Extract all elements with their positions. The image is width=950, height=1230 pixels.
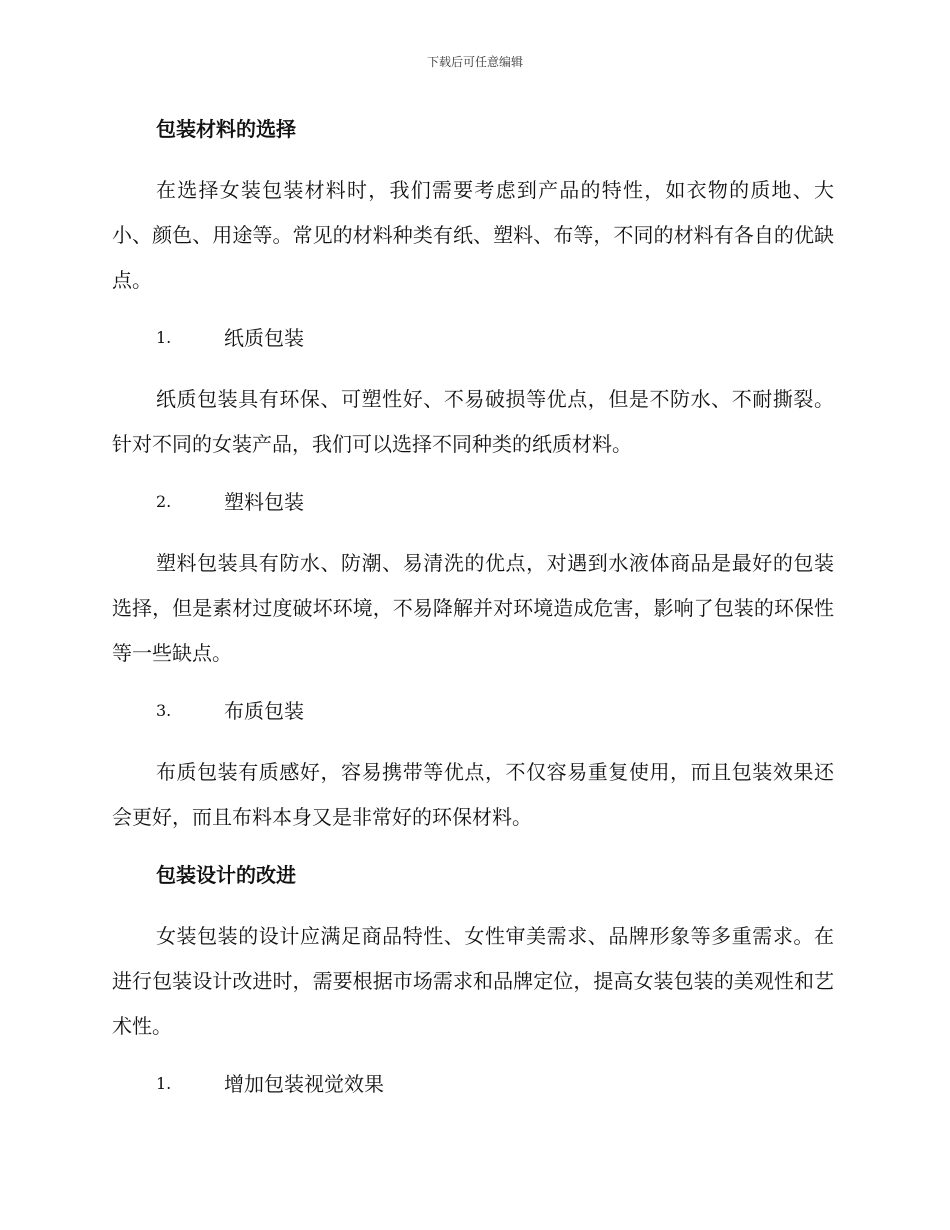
list-number: 2. bbox=[156, 492, 172, 511]
section-heading-materials: 包装材料的选择 bbox=[156, 117, 296, 141]
list-title: 纸质包装 bbox=[224, 326, 304, 350]
list-body-cloth: 布质包装有质感好，容易携带等优点，不仅容易重复使用，而且包装效果还会更好，而且布料本身又是非常好的环保材料。 bbox=[112, 760, 834, 829]
list-item-paper bbox=[112, 319, 834, 357]
list-item-plastic bbox=[112, 483, 834, 521]
section-intro-design: 女装包装的设计应满足商品特性、女性审美需求、品牌形象等多重需求。在进行包装设计改进时，需要根据市场需求和品牌定位，提高女装包装的美观性和艺术性。 bbox=[112, 924, 834, 1038]
section-heading-design: 包装设计的改进 bbox=[156, 863, 296, 887]
list-title: 塑料包装 bbox=[224, 490, 304, 514]
list-title: 增加包装视觉效果 bbox=[224, 1072, 384, 1096]
list-title: 布质包装 bbox=[224, 699, 304, 723]
document-body bbox=[112, 110, 834, 1123]
list-number: 1. bbox=[156, 328, 172, 347]
list-item-visual bbox=[112, 1065, 834, 1103]
list-body-plastic: 塑料包装具有防水、防潮、易清洗的优点，对遇到水液体商品是最好的包装选择，但是素材过度破坏环境，不易降解并对环境造成危害，影响了包装的环保性等一些缺点。 bbox=[112, 551, 834, 665]
list-item-cloth bbox=[112, 692, 834, 730]
list-body-paper: 纸质包装具有环保、可塑性好、不易破损等优点，但是不防水、不耐撕裂。针对不同的女装产品，我们可以选择不同种类的纸质材料。 bbox=[112, 387, 834, 456]
section-intro-materials: 在选择女装包装材料时，我们需要考虑到产品的特性，如衣物的质地、大小、颜色、用途等。常见的材料种类有纸、塑料、布等，不同的材料有各自的优缺点。 bbox=[112, 178, 834, 292]
list-number: 3. bbox=[156, 701, 172, 720]
page-header: 下载后可任意编辑 bbox=[426, 55, 523, 69]
list-number: 1. bbox=[156, 1074, 172, 1093]
